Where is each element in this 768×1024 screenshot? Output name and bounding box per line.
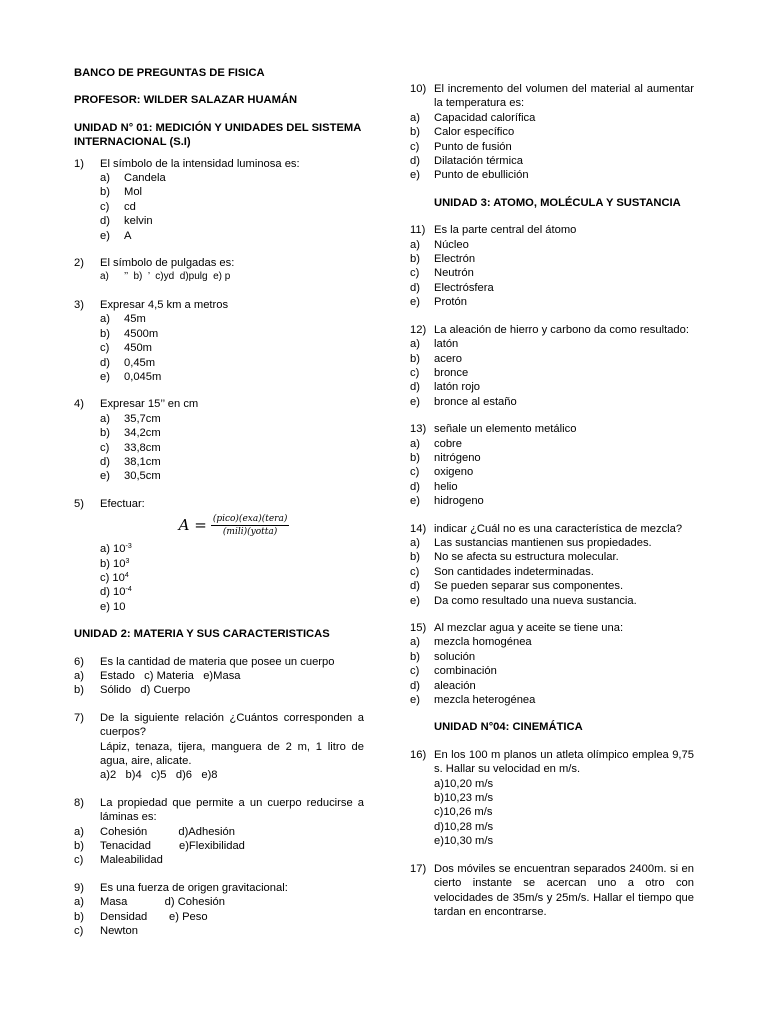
option: c)10,26 m/s: [434, 806, 493, 819]
question-13: 13) señale un elemento metálico: [410, 423, 577, 436]
option: a) latón: [410, 338, 459, 351]
option: b) Densidad e) Peso: [74, 910, 208, 923]
option-line: a)2 b)4 c)5 d)6 e)8: [100, 769, 218, 782]
option: c) $10^4$: [100, 571, 129, 584]
option: c) cd: [100, 200, 136, 213]
option: a) Estado c) Materia e)Masa: [74, 670, 241, 682]
option: a) Candela: [100, 172, 166, 185]
option: e) 30,5cm: [100, 470, 161, 483]
option: e) 10: [100, 600, 126, 613]
unit-2-heading: UNIDAD 2: MATERIA Y SUS CARACTERISTICAS: [74, 628, 330, 641]
option: d) Electrósfera: [410, 281, 494, 294]
option: a) 35,7cm: [100, 412, 161, 425]
option: e) 0,045m: [100, 370, 162, 383]
option: d)10,28 m/s: [434, 820, 494, 833]
unit-3-heading: UNIDAD 3: ATOMO, MOLÉCULA Y SUSTANCIA: [434, 196, 681, 209]
option: e)10,30 m/s: [434, 835, 494, 848]
option: c) combinación: [410, 665, 497, 678]
option: a) cobre: [410, 437, 462, 450]
option-line: a) ’’ b) ’ c)yd d)pulg e) p: [100, 271, 231, 283]
left-column: [74, 66, 364, 939]
option: b) Sólido d) Cuerpo: [74, 684, 191, 697]
option: e) Protón: [410, 296, 467, 309]
option: b) Calor específico: [410, 126, 515, 139]
question-16: 16) En los 100 m planos un atleta olímpico emplea 9,75 s. Hallar su velocidad en m/s.: [410, 748, 694, 776]
question-2: 2) El símbolo de pulgadas es:: [74, 257, 235, 270]
option: b) No se afecta su estructura molecular.: [410, 551, 619, 564]
option: a) Capacidad calorífica: [410, 111, 536, 124]
document-title: BANCO DE PREGUNTAS DE FISICA: [74, 67, 265, 79]
question-3: 3) Expresar 4,5 km a metros: [74, 298, 229, 311]
option: a) Las sustancias mantienen sus propiedades.: [410, 536, 652, 549]
question-10: 10) El incremento del volumen del material al aumentar la temperatura es:: [410, 83, 694, 110]
professor-name: PROFESOR: WILDER SALAZAR HUAMÁN: [74, 94, 298, 107]
question-14: 14) indicar ¿Cuál no es una característica de mezcla?: [410, 522, 683, 535]
question-11: 11) Es la parte central del átomo: [410, 224, 577, 237]
unit-1-heading: UNIDAD N° 01: MEDICIÓN Y UNIDADES DEL SISTEMA INTERNACIONAL (S.I): [74, 121, 361, 149]
option: a) 45m: [100, 313, 146, 326]
option: b) Electrón: [410, 253, 476, 266]
option: c) 33,8cm: [100, 441, 161, 454]
question-7: 7) De la siguiente relación ¿Cuántos corresponden a cuerpos?: [74, 711, 364, 739]
option: d) 0,45m: [100, 356, 156, 369]
option: c) Neutrón: [410, 267, 474, 280]
option: c) bronce: [410, 366, 469, 379]
option: c) Newton: [74, 925, 138, 938]
option: c) Son cantidades indeterminadas.: [410, 565, 594, 578]
option: a) Cohesión d)Adhesión: [74, 825, 235, 838]
formula: A = $\frac{\text{(pico)(exa)(tera)}}{\text{(mili)(yotta)}}$: [178, 514, 288, 538]
option: e) hidrogeno: [410, 495, 484, 508]
question-9: 9) Es una fuerza de origen gravitacional:: [74, 881, 288, 894]
option: a) Núcleo: [410, 238, 469, 251]
question-17: 17) Dos móviles se encuentran separados 2400m. si en cierto instante se acercan uno a otro con velocidades de 35m/s y 25m/s. Hallar el tiempo que tardan en encontrarse.: [410, 862, 694, 918]
option: e) bronce al estaño: [410, 395, 517, 408]
option: a)10,20 m/s: [434, 777, 494, 790]
option: b) nitrógeno: [410, 451, 481, 464]
question-8: 8) La propiedad que permite a un cuerpo reducirse a láminas es:: [74, 796, 364, 824]
unit-4-heading: UNIDAD N°04: CINEMÁTICA: [434, 721, 583, 734]
option: e) Punto de ebullición: [410, 169, 529, 182]
option: d) latón rojo: [410, 381, 481, 394]
question-12: 12) La aleación de hierro y carbono da como resultado:: [410, 323, 689, 336]
option: d) helio: [410, 480, 458, 493]
option: e) mezcla heterogénea: [410, 694, 536, 707]
option: e) A: [100, 229, 132, 242]
option: a) mezcla homogénea: [410, 636, 532, 649]
option: b) acero: [410, 352, 462, 365]
option: b)10,23 m/s: [434, 792, 494, 805]
question-detail: Lápiz, tenaza, tijera, manguera de 2 m, 1 litro de agua, aire, alicate.: [100, 740, 364, 768]
option: d) $10^{-4}$: [100, 586, 132, 599]
option: b) 34,2cm: [100, 427, 161, 440]
option: b) solución: [410, 650, 476, 663]
option: c) Punto de fusión: [410, 140, 512, 153]
right-column: [410, 82, 694, 919]
option: b) Mol: [100, 186, 143, 199]
option: d) Se pueden separar sus componentes.: [410, 580, 624, 593]
option: b) $10^3$: [100, 557, 130, 570]
question-5: 5) Efectuar:: [74, 497, 145, 510]
option: d) aleación: [410, 679, 476, 692]
option: c) Maleabilidad: [74, 854, 163, 867]
option: d) kelvin: [100, 215, 153, 228]
option: e) Da como resultado una nueva sustancia.: [410, 594, 637, 607]
option: c) oxigeno: [410, 466, 474, 479]
option: a) Masa d) Cohesión: [74, 896, 225, 909]
question-15: 15) Al mezclar agua y aceite se tiene una:: [410, 622, 624, 634]
option: b) Tenacidad e)Flexibilidad: [74, 840, 245, 853]
option: d) 38,1cm: [100, 455, 161, 468]
question-4: 4) Expresar 15’’ en cm: [74, 398, 199, 411]
option: a) $10^{-3}$: [100, 543, 132, 556]
option: b) 4500m: [100, 327, 159, 340]
option: d) Dilatación térmica: [410, 155, 523, 168]
question-6: 6) Es la cantidad de materia que posee un cuerpo: [74, 655, 335, 668]
question-1: 1) El símbolo de la intensidad luminosa es:: [74, 157, 300, 170]
option: c) 450m: [100, 342, 152, 355]
